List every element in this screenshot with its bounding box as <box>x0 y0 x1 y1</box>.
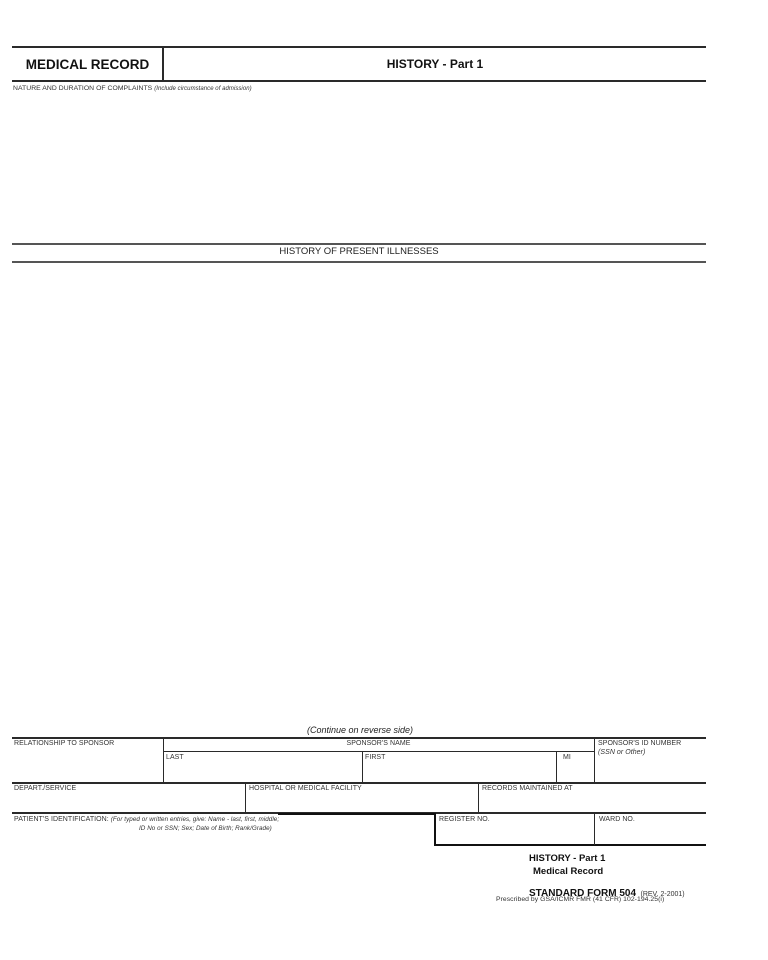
hospital-field[interactable] <box>246 794 477 812</box>
complaints-field[interactable] <box>12 95 706 242</box>
sponsor-last-name-field[interactable] <box>164 762 361 782</box>
row1-bottom-rule <box>12 782 706 784</box>
table-top-rule <box>12 737 706 739</box>
present-illness-title: HISTORY OF PRESENT ILLNESSES <box>279 246 439 257</box>
hospital-label: HOSPITAL OR MEDICAL FACILITY <box>249 785 362 792</box>
patient-id-label: PATIENT'S IDENTIFICATION: <box>14 816 109 823</box>
sponsor-name-subrule <box>163 751 594 752</box>
ward-no-label: WARD NO. <box>599 816 635 823</box>
register-no-label: REGISTER NO. <box>439 816 490 823</box>
last-name-label: LAST <box>166 754 184 761</box>
ward-no-field[interactable] <box>595 825 706 843</box>
register-no-field[interactable] <box>437 825 593 843</box>
records-maintained-label: RECORDS MAINTAINED AT <box>482 785 573 792</box>
sponsor-id-label: SPONSOR'S ID NUMBER <box>598 740 682 747</box>
sponsor-mi-field[interactable] <box>557 762 593 782</box>
footer-revision: (REV. 2-2001) <box>640 891 685 898</box>
relationship-field[interactable] <box>13 749 162 781</box>
patient-id-hint-2: ID No or SSN; Sex; Date of Birth; Rank/Grade) <box>139 825 272 832</box>
table-bottom-rule <box>434 844 706 846</box>
col-divider-register <box>434 813 436 846</box>
records-maintained-field[interactable] <box>479 794 706 812</box>
continue-note: (Continue on reverse side) <box>306 725 414 735</box>
complaints-hint: (Include circumstance of admission) <box>154 86 252 92</box>
footer-prescribed-by: Prescribed by GSA/ICMR FMR (41 CFR) 102-194.25(i) <box>496 896 665 903</box>
sponsor-first-name-field[interactable] <box>363 762 555 782</box>
footer-title-line1: HISTORY - Part 1 <box>529 853 606 864</box>
form-title: HISTORY - Part 1 <box>386 57 484 71</box>
present-illness-field[interactable] <box>12 264 706 722</box>
complaints-label: NATURE AND DURATION OF COMPLAINTS <box>13 85 153 92</box>
relationship-label: RELATIONSHIP TO SPONSOR <box>14 740 115 747</box>
footer-form-number: STANDARD FORM 504 <box>529 888 637 899</box>
sponsor-id-hint: (SSN or Other) <box>598 749 646 756</box>
patient-id-label-group <box>14 816 279 823</box>
form-type-title: MEDICAL RECORD <box>25 56 150 72</box>
depart-service-label: DEPART./SERVICE <box>14 785 77 792</box>
sponsor-name-label: SPONSOR'S NAME <box>346 740 411 747</box>
header-bottom-rule <box>12 80 706 82</box>
mi-label: MI <box>563 754 571 761</box>
patient-id-box-top-rule <box>278 813 434 815</box>
footer-title-line2: Medical Record <box>533 866 604 877</box>
present-illness-bottom-rule <box>12 261 706 263</box>
complaints-label-group <box>13 85 252 92</box>
sponsor-id-field[interactable] <box>595 758 706 782</box>
present-illness-top-rule <box>12 243 706 245</box>
patient-id-field[interactable] <box>13 835 433 895</box>
depart-service-field[interactable] <box>13 794 244 812</box>
patient-id-hint-1: (For typed or written entries, give: Name - last, first, middle; <box>110 816 280 823</box>
first-name-label: FIRST <box>365 754 386 761</box>
